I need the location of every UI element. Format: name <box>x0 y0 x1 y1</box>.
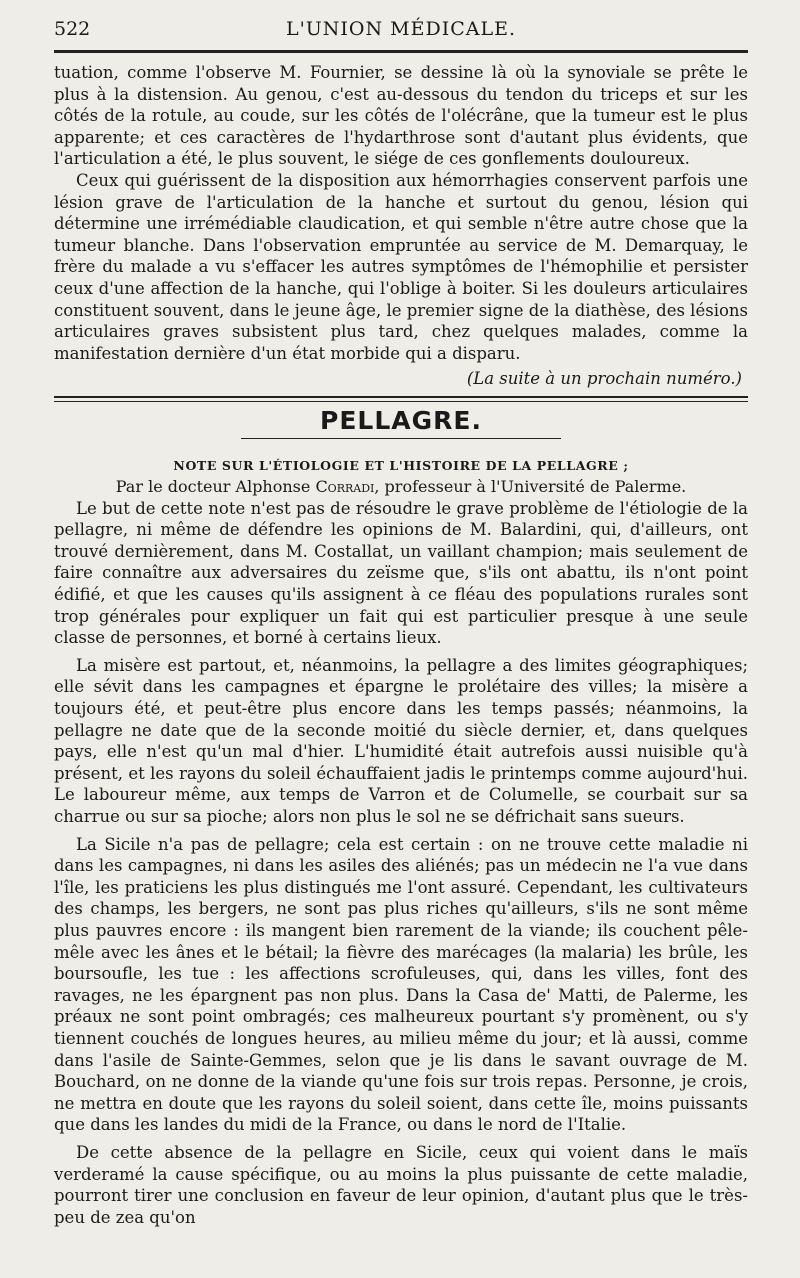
article-paragraph-3: La Sicile n'a pas de pellagre; cela est certain : on ne trouve cette maladie ni dans les campagnes, ni dans les asiles des aliénés; pas un médecin ne l'a vue dans l'île, les praticiens les plus distingués me l'ont assuré. Cependant, les cultivateurs des champs, les bergers, ne sont pas plus riches qu'ailleurs, s'ils ne sont même plus pauvres encore : ils mangent bien rarement de la viande; ils couchent pêle-mêle avec les ânes et le bétail; la fièvre des marécages (la malaria) les brûle, les boursoufle, les tue : les affections scrofuleuses, qui, dans les villes, font des ravages, ne les épargnent pas non plus. Dans la Casa de' Matti, de Palerme, les préaux ne sont point ombragés; ces malheureux pourtant s'y promènent, ou s'y tiennent couchés de longues heures, au milieu même du jour; et là aussi, comme dans l'asile de Sainte-Gemmes, selon que je lis dans le savant ouvrage de M. Bouchard, on ne donne de la viande qu'une fois sur trois repas. Personne, je crois, ne mettra en doute que les rayons du soleil soient, dans cette île, moins puissants que dans les landes du midi de la France, ou dans le nord de l'Italie. <box>54 834 748 1135</box>
continuation-paragraph-1: tuation, comme l'observe M. Fournier, se dessine là où la synoviale se prête le plus à la distension. Au genou, c'est au-dessous du tendon du triceps et sur les côtés de la rotule, au coude, sur les côtés de l'olécrâne, que la tumeur est le plus apparente; et ces caractères de l'hydarthrose sont d'autant plus évidents, que l'articulation a été, le plus souvent, le siége de ces gonflements douloureux. <box>54 63 748 169</box>
running-header <box>54 18 748 48</box>
continuation-paragraph-2: Ceux qui guérissent de la disposition aux hémorrhagies conservent parfois une lésion grave de l'articulation de la hanche et surtout du genou, lésion qui détermine une irrémédiable claudication, et qui semble n'être autre chose que la tumeur blanche. Dans l'observation empruntée au service de M. Demarquay, le frère du malade a vu s'effacer les autres symptômes de l'hémophilie et persister ceux d'une affection de la hanche, qui l'oblige à boiter. Si les douleurs articulaires constituent souvent, dans le jeune âge, le premier signe de la diathèse, des lésions articulaires graves subsistent plus tard, chez quelques malades, comme la manifestation dernière d'un état morbide qui a disparu. <box>54 170 748 363</box>
author-suffix: , professeur à l'Université de Palerme. <box>374 477 687 497</box>
journal-title: L'UNION MÉDICALE. <box>285 18 517 40</box>
page-number: 522 <box>54 18 91 40</box>
article-title: PELLAGRE. <box>320 405 482 435</box>
page-content <box>54 62 748 1228</box>
header-rule <box>54 50 748 53</box>
article-author <box>54 476 748 498</box>
section-divider <box>54 396 748 402</box>
article-subtitle: NOTE SUR L'ÉTIOLOGIE ET L'HISTOIRE DE LA PELLAGRE ; <box>173 457 629 473</box>
article-paragraph-2: La misère est partout, et, néanmoins, la pellagre a des limites géographiques; elle sévit dans les campagnes et épargne le prolétaire des villes; la misère a toujours été, et peut-être plus encore dans les temps passés; néanmoins, la pellagre ne date que de la seconde moitié du siècle dernier, et, dans quelques pays, elle n'est qu'un mal d'hier. L'humidité était autrefois aussi nuisible qu'à présent, et les rayons du soleil échauffaient jadis le printemps comme aujourd'hui. Le laboureur même, aux temps de Varron et de Columelle, se courbait sur sa charrue ou sur sa pioche; alors non plus le sol ne se défrichait sans sueurs. <box>54 655 748 826</box>
to-be-continued-note: (La suite à un prochain numéro.) <box>466 369 742 389</box>
article-paragraph-1: Le but de cette note n'est pas de résoudre le grave problème de l'étiologie de la pellagre, ni même de défendre les opinions de M. Balardini, qui, d'ailleurs, ont trouvé dernièrement, dans M. Costallat, un vaillant champion; mais seulement de faire connaître aux adversaires du zeïsme que, s'ils ont abattu, ils n'ont point édifié, et que les causes qu'ils assignent à ce fléau des populations rurales sont trop générales pour expliquer un fait qui est particulier presque à une seule classe de personnes, et borné à certains lieux. <box>54 498 748 648</box>
author-name: Corradi <box>315 477 375 497</box>
author-prefix: Par le docteur Alphonse <box>115 477 316 497</box>
title-rule <box>241 438 561 439</box>
article-paragraph-4: De cette absence de la pellagre en Sicile, ceux qui voient dans le maïs verderamé la cause spécifique, ou au moins la plus puissante de cette maladie, pourront tirer une conclusion en faveur de leur opinion, d'autant plus que le très-peu de zea qu'on <box>54 1142 748 1227</box>
